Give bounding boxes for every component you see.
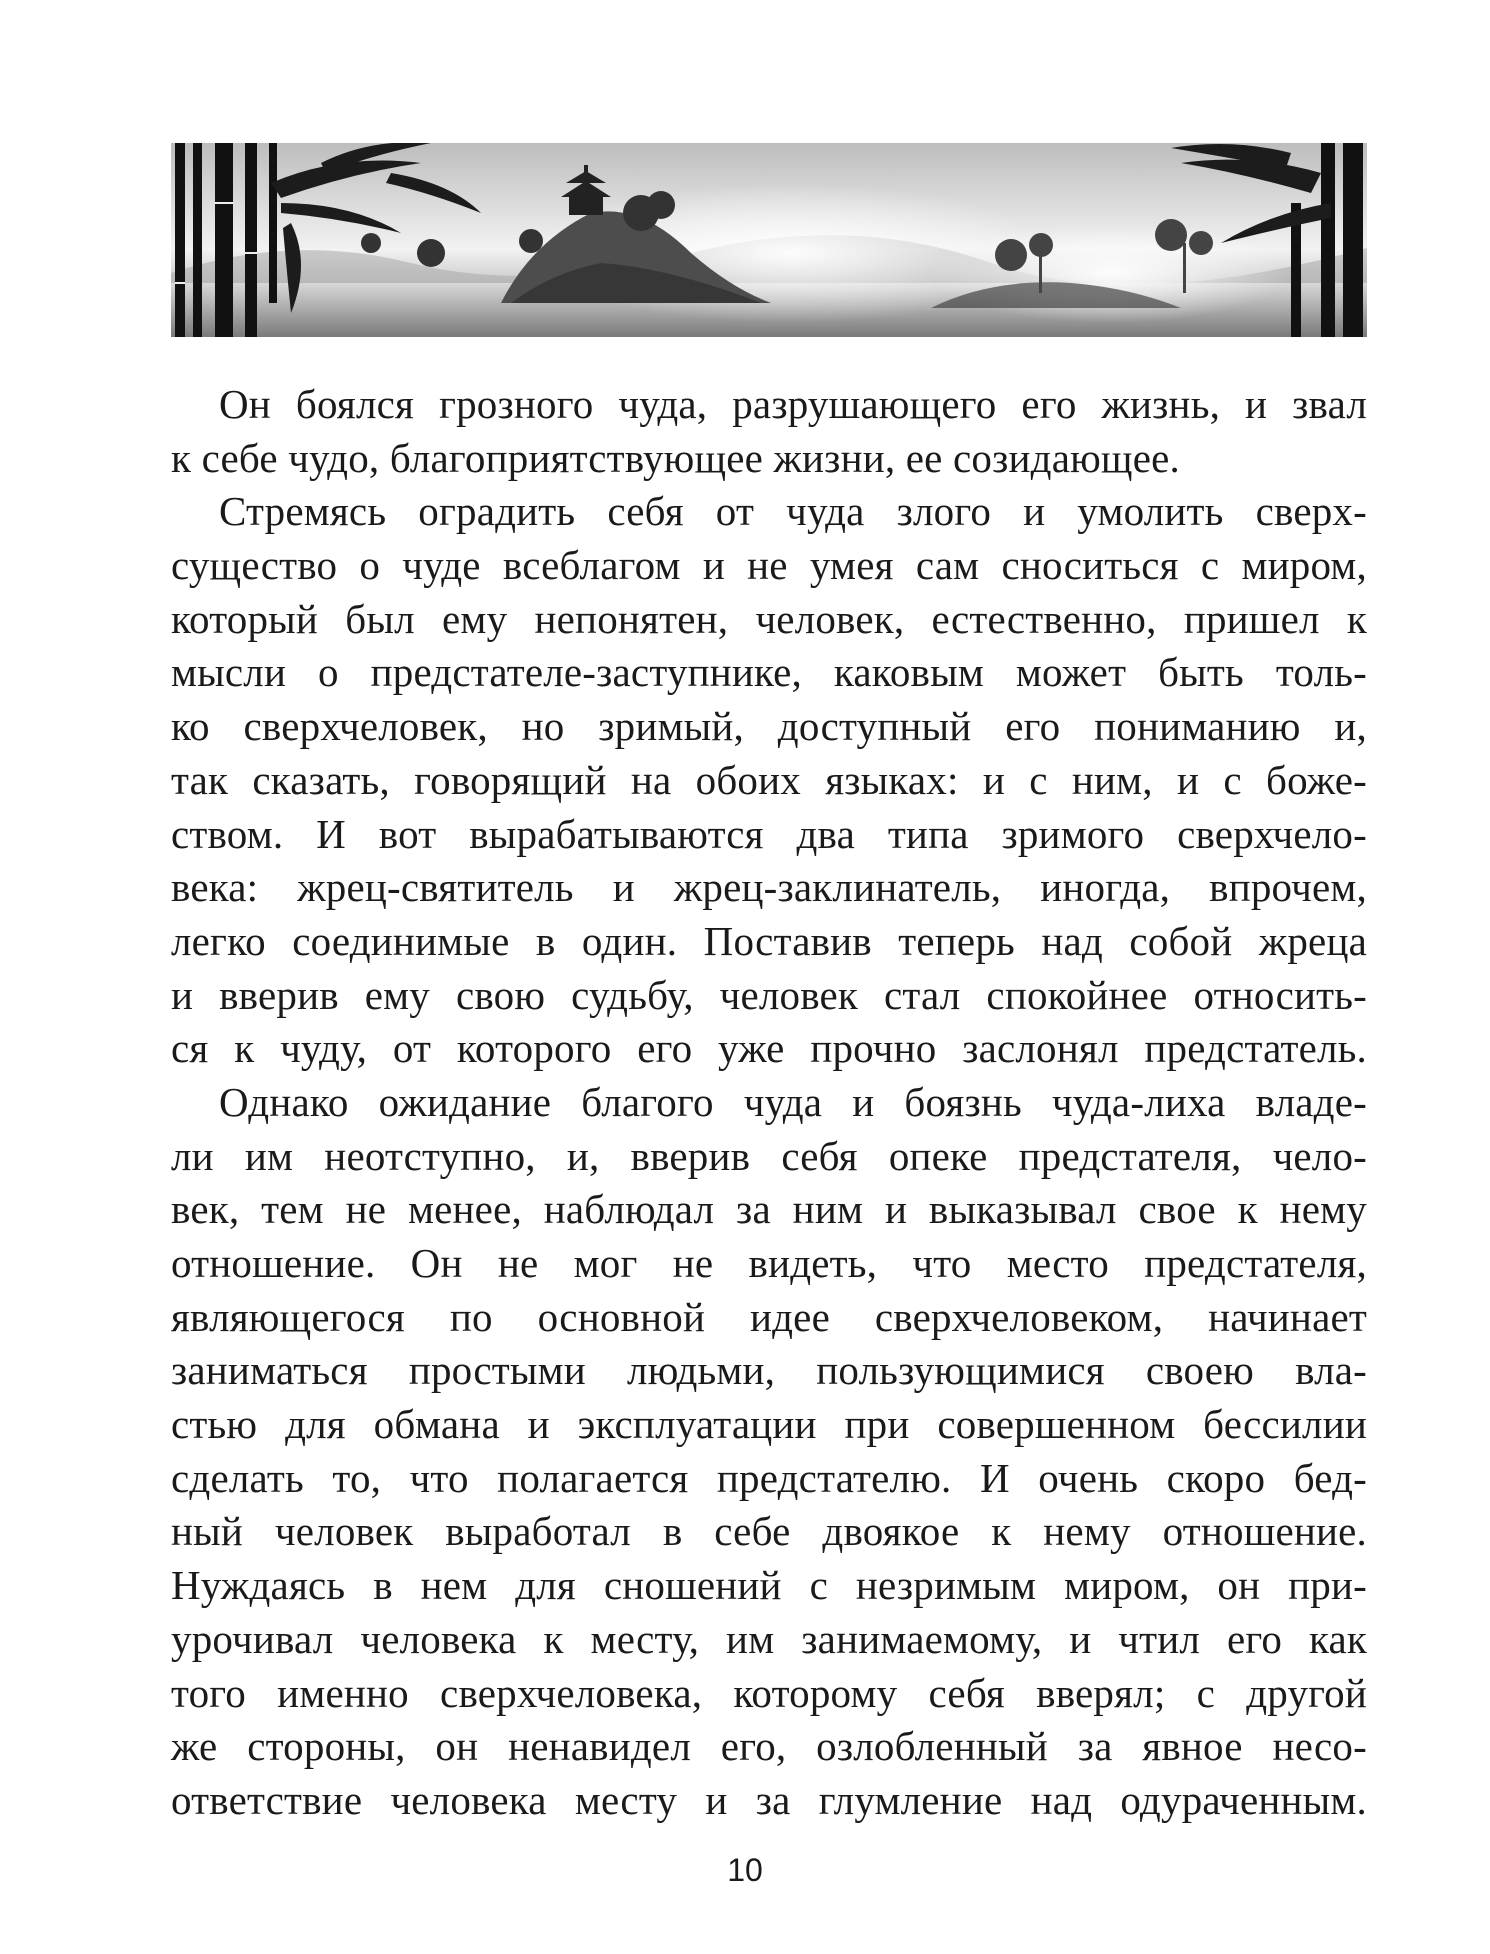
- text-line: стью для обмана и эксплуатации при совершенном бессилии: [171, 1401, 1367, 1448]
- text-line: Стремясь оградить себя от чуда злого и умолить сверх-: [219, 488, 1367, 535]
- body-text: [171, 378, 1367, 1828]
- text-line: век, тем не менее, наблюдал за ним и выказывал свое к нему: [171, 1186, 1367, 1233]
- page-number: 10: [727, 1852, 763, 1888]
- text-line: Однако ожидание благого чуда и боязнь чуда-лиха владе-: [219, 1078, 1367, 1125]
- text-line: ством. И вот вырабатываются два типа зримого сверхчело-: [171, 810, 1367, 857]
- text-line: того именно сверхчеловека, которому себя вверял; с другой: [171, 1669, 1367, 1716]
- text-line: заниматься простыми людьми, пользующимися своею вла-: [171, 1347, 1367, 1394]
- text-line: урочивал человека к месту, им занимаемому, и чтил его как: [171, 1615, 1367, 1662]
- text-line: Нуждаясь в нем для сношений с незримым миром, он при-: [171, 1562, 1367, 1609]
- text-line: так сказать, говорящий на обоих языках: и с ним, и с боже-: [171, 756, 1367, 803]
- text-line: ответствие человека месту и за глумление над одураченным.: [171, 1776, 1367, 1823]
- header-illustration: [171, 143, 1367, 337]
- text-line: отношение. Он не мог не видеть, что место предстателя,: [171, 1240, 1367, 1286]
- text-line: ко сверхчеловек, но зримый, доступный его пониманию и,: [171, 703, 1367, 750]
- text-line: к себе чудо, благоприятствующее жизни, ее созидающее.: [171, 434, 1180, 481]
- text-line: который был ему непонятен, человек, естественно, пришел к: [171, 595, 1367, 642]
- text-line: легко соединимые в один. Поставив теперь над собой жреца: [171, 917, 1367, 964]
- text-line: существо о чуде всеблагом и не умея сам сноситься с миром,: [171, 542, 1367, 589]
- text-line: являющегося по основной идее сверхчеловеком, начинает: [171, 1293, 1367, 1340]
- landscape-illustration-icon: [171, 143, 1367, 337]
- text-line: ный человек выработал в себе двоякое к нему отношение.: [171, 1508, 1367, 1555]
- text-line: века: жрец-святитель и жрец-заклинатель, иногда, впрочем,: [171, 864, 1367, 911]
- text-line: ся к чуду, от которого его уже прочно заслонял предстатель.: [171, 1025, 1367, 1072]
- text-line: же стороны, он ненавидел его, озлобленный за явное несо-: [171, 1723, 1367, 1770]
- text-line: Он боялся грозного чуда, разрушающего его жизнь, и звал: [219, 381, 1367, 427]
- text-line: ли им неотступно, и, вверив себя опеке предстателя, чело-: [171, 1132, 1367, 1179]
- text-line: и вверив ему свою судьбу, человек стал спокойнее относить-: [171, 971, 1367, 1018]
- text-line: мысли о предстателе-заступнике, каковым может быть толь-: [171, 649, 1367, 696]
- text-line: сделать то, что полагается предстателю. И очень скоро бед-: [171, 1454, 1367, 1501]
